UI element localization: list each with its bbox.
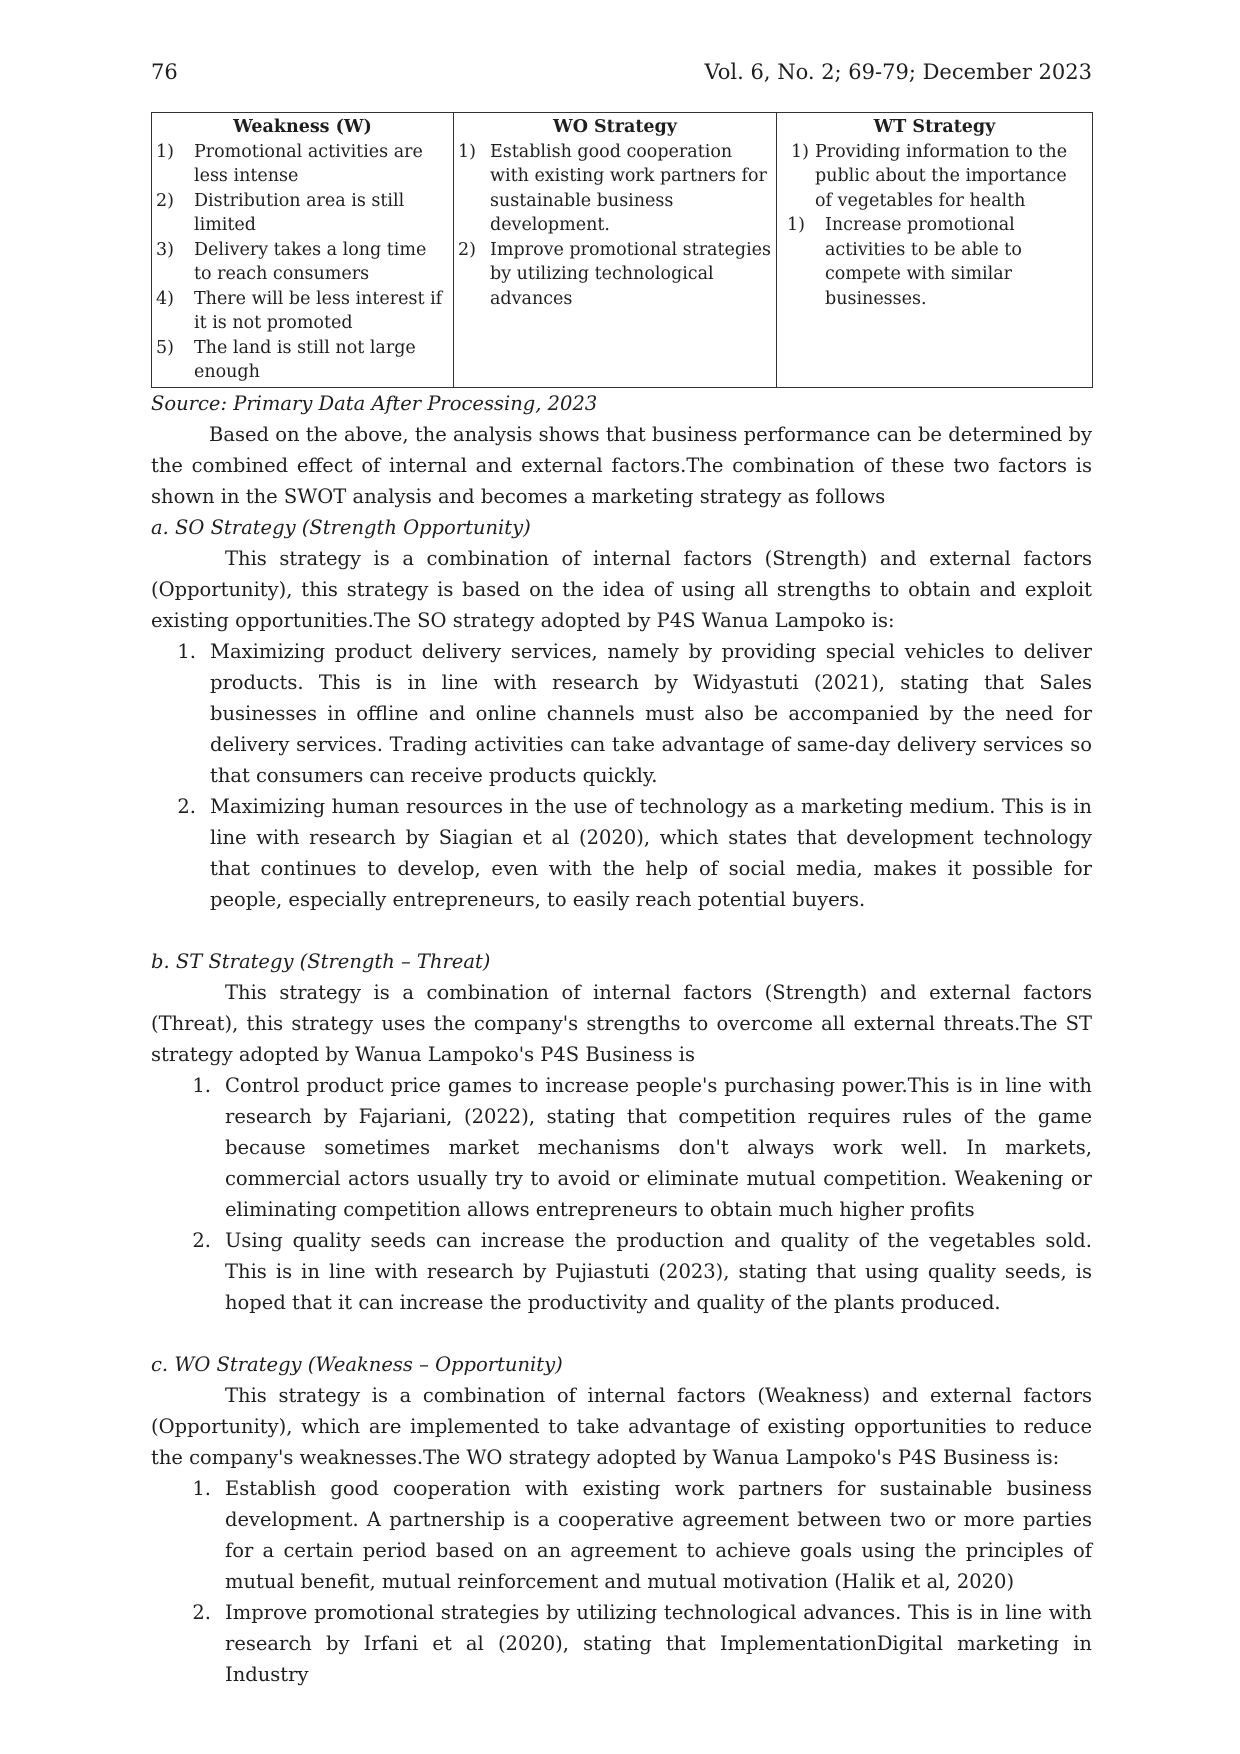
- list-item: 1. Establish good cooperation with existing work partners for sustainable business development. A partnership is a cooperative agreement between two or more parties for a certain period based on an agreement to achieve goals using the principles of mutual benefit, mutual reinforcement and mutual motivation (Halik et al, 2020): [192, 1476, 1092, 1593]
- list-item: 2. Improve promotional strategies by utilizing technological advances. This is in line with research by Irfani et al (2020), stating that ImplementationDigital marketing in Industry: [192, 1600, 1092, 1686]
- wt-strategy-cell: [777, 140, 1093, 388]
- weakness-item: 4) There will be less interest if it is not promoted: [156, 288, 443, 333]
- page: [151, 52, 1092, 1690]
- section-heading-so: a. SO Strategy (Strength Opportunity): [151, 515, 531, 539]
- list-item: 1. Maximizing product delivery services, namely by providing special vehicles to deliver products. This is in line with research by Widyastuti (2021), stating that Sales businesses in offline and online channels must also be accompanied by the need for delivery services. Trading activities can take advantage of same-day delivery services so that consumers can receive products quickly.: [177, 639, 1092, 787]
- running-header: [151, 52, 1092, 92]
- wo-item: 2) Improve promotional strategies by utilizing technological advances: [458, 239, 772, 309]
- table-source: Source: Primary Data After Processing, 2023: [151, 391, 598, 415]
- st-list: [151, 1070, 1092, 1318]
- journal-info: Vol. 6, No. 2; 69-79; December 2023: [704, 60, 1092, 84]
- section-heading-wo: c. WO Strategy (Weakness – Opportunity): [151, 1352, 563, 1376]
- column-header-wo: WO Strategy: [454, 113, 777, 140]
- weakness-cell: [152, 140, 454, 388]
- section-paragraph-st: This strategy is a combination of internal factors (Strength) and external factors (Threat), this strategy uses the company's strengths to overcome all external threats.The ST strategy adopted by Wanua Lampoko's P4S Business is: [151, 980, 1092, 1066]
- section-paragraph-wo: This strategy is a combination of internal factors (Weakness) and external factors (Opportunity), which are implemented to take advantage of existing opportunities to reduce the company's weaknesses.The WO strategy adopted by Wanua Lampoko's P4S Business is:: [151, 1383, 1092, 1469]
- weakness-item: 1) Promotional activities are less intense: [156, 141, 423, 186]
- column-header-weakness: Weakness (W): [152, 113, 454, 140]
- wt-item: 1) Providing information to the public about the importance of vegetables for health: [791, 141, 1068, 211]
- list-item: 1. Control product price games to increase people's purchasing power.This is in line with research by Fajariani, (2022), stating that competition requires rules of the game because sometimes market mechanisms don't always work well. In markets, commercial actors usually try to avoid or eliminate mutual competition. Weakening or eliminating competition allows entrepreneurs to obtain much higher profits: [192, 1073, 1092, 1221]
- wo-strategy-cell: [454, 140, 777, 388]
- list-item: 2. Using quality seeds can increase the production and quality of the vegetables sold. This is in line with research by Pujiastuti (2023), stating that using quality seeds, is hoped that it can increase the productivity and quality of the plants produced.: [192, 1228, 1092, 1314]
- wo-item: 1) Establish good cooperation with existing work partners for sustainable business development.: [458, 141, 767, 235]
- section-paragraph-so: This strategy is a combination of internal factors (Strength) and external factors (Opportunity), this strategy is based on the idea of using all strengths to obtain and exploit existing opportunities.The SO strategy adopted by P4S Wanua Lampoko is:: [151, 546, 1092, 632]
- list-item: 2. Maximizing human resources in the use of technology as a marketing medium. This is in line with research by Siagian et al (2020), which states that development technology that continues to develop, even with the help of social media, makes it possible for people, especially entrepreneurs, to easily reach potential buyers.: [177, 794, 1092, 911]
- body-text: [151, 419, 1092, 1690]
- wt-item: 1) Increase promotional activities to be able to compete with similar businesses.: [787, 215, 1022, 309]
- weakness-item: 5) The land is still not large enough: [156, 337, 416, 382]
- column-header-wt: WT Strategy: [777, 113, 1093, 140]
- wo-list: [151, 1473, 1092, 1690]
- so-list: [151, 636, 1092, 915]
- page-number: 76: [151, 60, 178, 84]
- section-heading-st: b. ST Strategy (Strength – Threat): [151, 949, 491, 973]
- intro-paragraph: Based on the above, the analysis shows that business performance can be determined by the combined effect of internal and external factors.The combination of these two factors is shown in the SWOT analysis and becomes a marketing strategy as follows: [151, 422, 1092, 508]
- swot-table: [151, 112, 1093, 388]
- weakness-item: 3) Delivery takes a long time to reach consumers: [156, 239, 427, 284]
- weakness-item: 2) Distribution area is still limited: [156, 190, 405, 235]
